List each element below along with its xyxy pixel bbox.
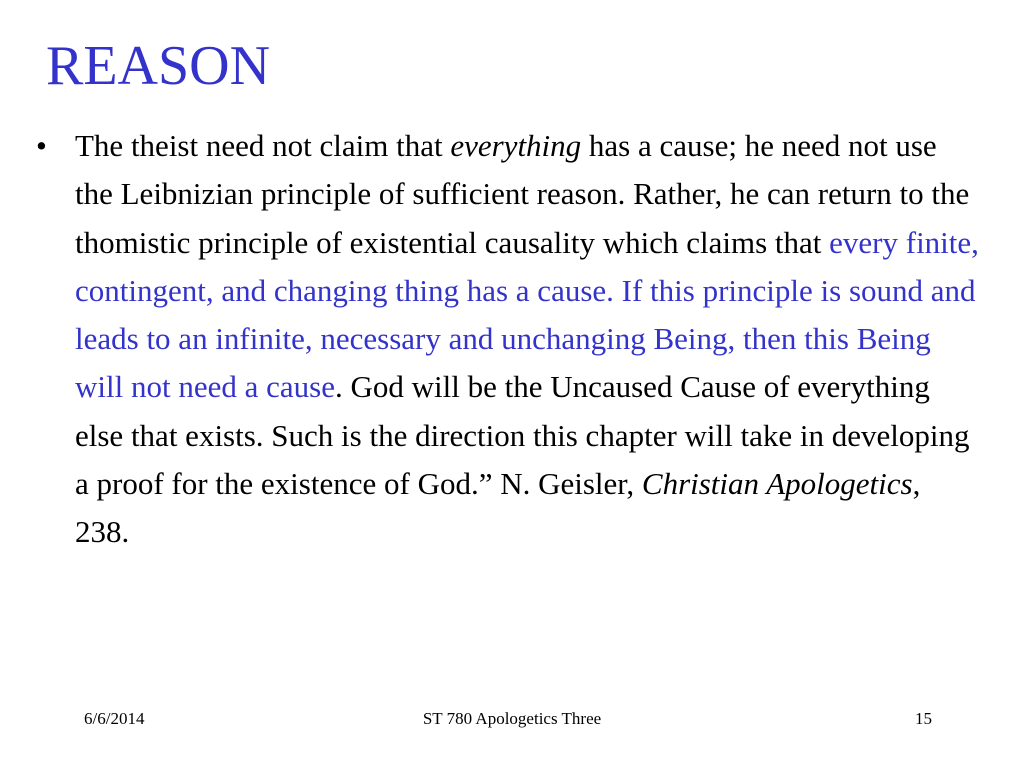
footer-page-number: 15: [915, 709, 932, 728]
bullet-item: [30, 122, 980, 557]
body-text-part3: . God will be the Uncaused Cause of everything else that exists. Such is the direction this chapter will take in developing a proof for the existence of God.” N. Geisler,: [75, 369, 970, 502]
slide-body: [30, 122, 980, 557]
body-highlight-quote: every finite, contingent, and changing thing has a cause. If this principle is sound and leads to an infinite, necessary and unchanging Being, then this Being will not need a cause: [75, 224, 979, 405]
footer-course-title: ST 780 Apologetics Three: [422, 709, 602, 728]
book-title: Christian Apologetics: [641, 466, 913, 502]
bullet-marker: •: [36, 128, 47, 163]
body-text-part4: , 238.: [75, 466, 921, 550]
body-text-part1: The theist need not claim that: [75, 128, 451, 163]
footer-date: 6/6/2014: [84, 709, 145, 728]
slide-title: REASON: [46, 35, 271, 97]
body-text-part2: has a cause; he need not use the Leibnizian principle of sufficient reason. Rather, he can return to the thomistic principle of existential causality which claims that: [75, 128, 970, 260]
body-emphasis-everything: everything: [450, 128, 582, 163]
